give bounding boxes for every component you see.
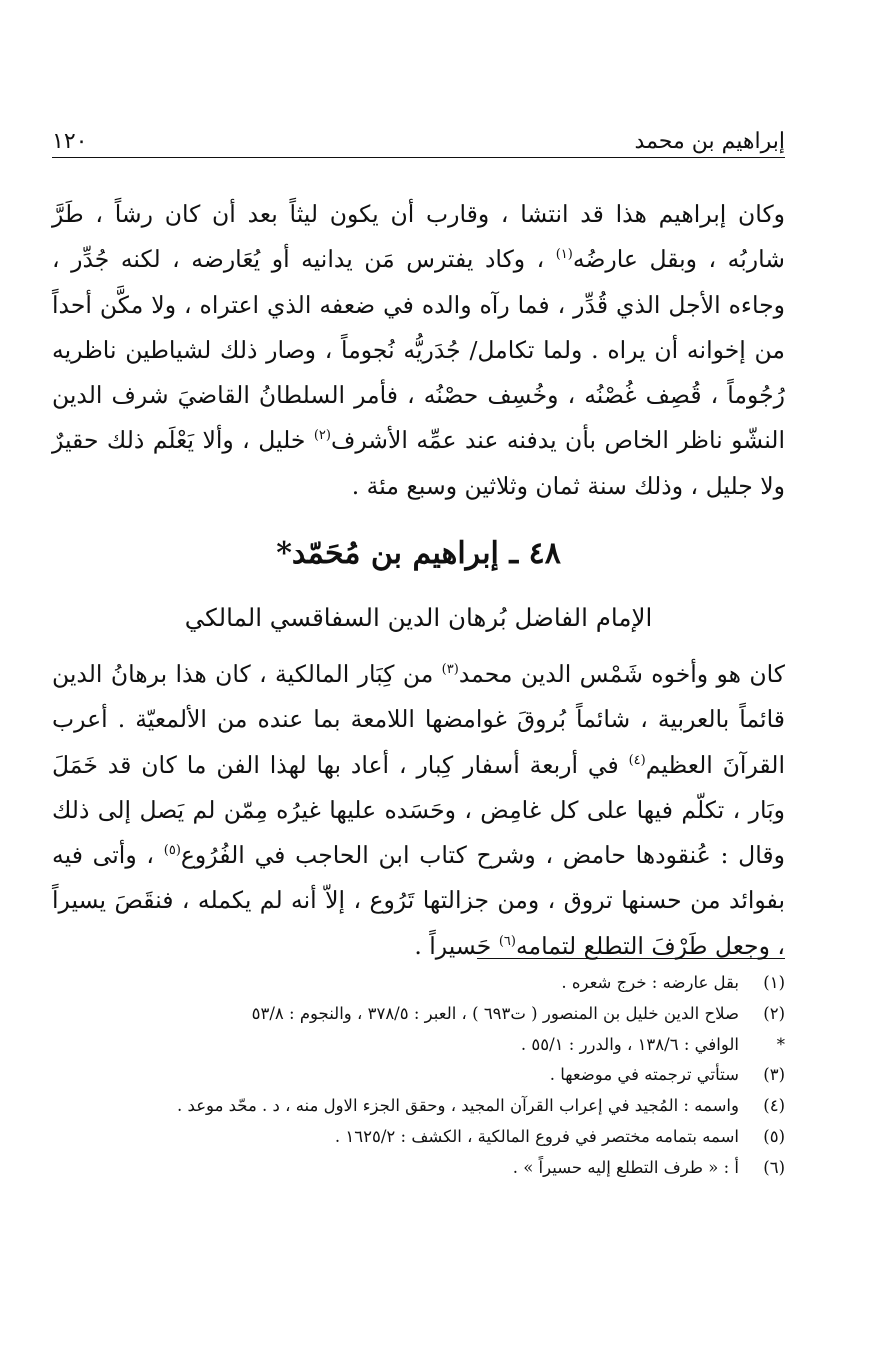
- footnote-ref-4[interactable]: (٤): [628, 752, 646, 768]
- paragraph-text: من كِبَار المالكية ، كان هذا برهانُ الدين قائماً بالعربية ، شائماً بُروقَ غوامضها اللامعة بما عنده من الألمعيّة . أعرب القرآنَ العظيم: [52, 660, 785, 779]
- paragraph-entry-body: [52, 652, 785, 969]
- footnote-text: ستأتي ترجمته في موضعها .: [549, 1065, 739, 1085]
- footnote-item: [120, 1091, 785, 1122]
- footnote-ref-5[interactable]: (٥): [163, 843, 181, 859]
- entry-subtitle: الإمام الفاضل بُرهان الدين السفاقسي المالكي: [184, 603, 653, 632]
- footnote-text: واسمه : المُجيد في إعراب القرآن المجيد ، وحقق الجزء الاول منه ، د . محّد موعد .: [177, 1096, 739, 1116]
- footnote-ref-1[interactable]: (١): [555, 247, 573, 263]
- footnote-marker: (٥): [763, 1126, 785, 1146]
- footnote-rule: [477, 958, 785, 959]
- footnote-marker: *: [776, 1034, 785, 1054]
- footnote-item: [120, 1122, 785, 1153]
- paragraph-text: ، وأتى فيه بفوائد من حسنها تروق ، ومن جزالتها تَرُوع ، إلاّ أنه لم يكمله ، فنقَصَ يسيراً ، وجعل طَرْفَ التطلع لتمامه: [52, 841, 785, 960]
- footnote-ref-6[interactable]: (٦): [498, 933, 516, 949]
- footnote-ref-2[interactable]: (٢): [313, 428, 331, 444]
- footnote-marker: (٦): [763, 1157, 785, 1177]
- footnote-item: [120, 968, 785, 999]
- footnote-item: [120, 1060, 785, 1091]
- footnote-marker: (٤): [763, 1096, 785, 1116]
- paragraph-text: كان هو وأخوه شَمْس الدين محمد: [458, 660, 785, 688]
- footnote-marker: (١): [763, 973, 785, 992]
- footnote-marker: (٢): [763, 1003, 785, 1023]
- footnote-text: بقل عارضه : خرج شعره .: [561, 973, 739, 992]
- paragraph-previous-entry: [52, 192, 785, 509]
- running-title: إبراهيم بن محمد: [634, 129, 785, 154]
- footnote-item: [120, 1153, 785, 1184]
- footnote-ref-3[interactable]: (٣): [441, 662, 459, 678]
- paragraph-text: حَسيراً .: [414, 931, 499, 960]
- footnote-item: [120, 999, 785, 1030]
- running-header: [52, 120, 785, 154]
- paragraph-text: في أربعة أسفار كِبار ، أعاد بها لهذا الفن ما كان قد خَمَلَ وبَار ، تكلّم فيها على كل غامِض ، وحَسَده عليها غيرُه مِمّن لم يَصل إلى ذلك وقال : عُنقودها حامض ، وشرح كتاب ابن الحاجب في الفُرُوع: [52, 750, 785, 870]
- paragraph-text: وكان إبراهيم هذا قد انتشا ، وقارب أن يكون ليثاً بعد أن كان رشاً ، طَرَّ شاربُه ، وبقل عارضُه: [52, 200, 785, 274]
- footnote-item: [120, 1030, 785, 1061]
- header-rule: [52, 157, 785, 158]
- paragraph-text: خليل ، وألا يَعْلَم ذلك حقيرٌ ولا جليل ، وذلك سنة ثمان وثلاثين وسبع مئة .: [52, 426, 785, 500]
- footnote-text: اسمه بتمامه مختصر في فروع المالكية ، الكشف : ١٦٢٥/٢ .: [334, 1126, 739, 1146]
- footnote-text: أ : « طرف التطلع إليه حسيراً » .: [512, 1157, 739, 1177]
- page-number: ١٢٠: [52, 129, 88, 154]
- footnote-text: الوافي : ١٣٨/٦ ، والدرر : ٥٥/١ .: [520, 1034, 739, 1054]
- footnote-text: صلاح الدين خليل بن المنصور ( ت٦٩٣ ) ، العبر : ٣٧٨/٥ ، والنجوم : ٥٣/٨: [251, 1003, 739, 1023]
- footnotes-list: [120, 968, 785, 1184]
- paragraph-text: ، وكاد يفترس مَن يدانيه أو يُعَارضه ، لكنه جُدِّر ، وجاءه الأجل الذي قُدِّر ، فما رآه والده في ضعفه الذي اعتراه ، ولا مكَّن أحداً من إخوانه أن يراه . ولما تكامل/ جُدَريُّه نُجوماً ، وصار ذلك لشياطين ناظريه رُجُوماً ، قُصِف غُصْنُه ، وخُسِف حصْنُه ، فأمر السلطانُ القاضيَ شرف الدين النشّو ناظر الخاص بأن يدفنه عند عمِّه الأشرف: [52, 245, 785, 455]
- footnote-marker: (٣): [763, 1065, 785, 1085]
- entry-title: ٤٨ ـ إبراهيم بن مُحَمّد*: [276, 536, 561, 571]
